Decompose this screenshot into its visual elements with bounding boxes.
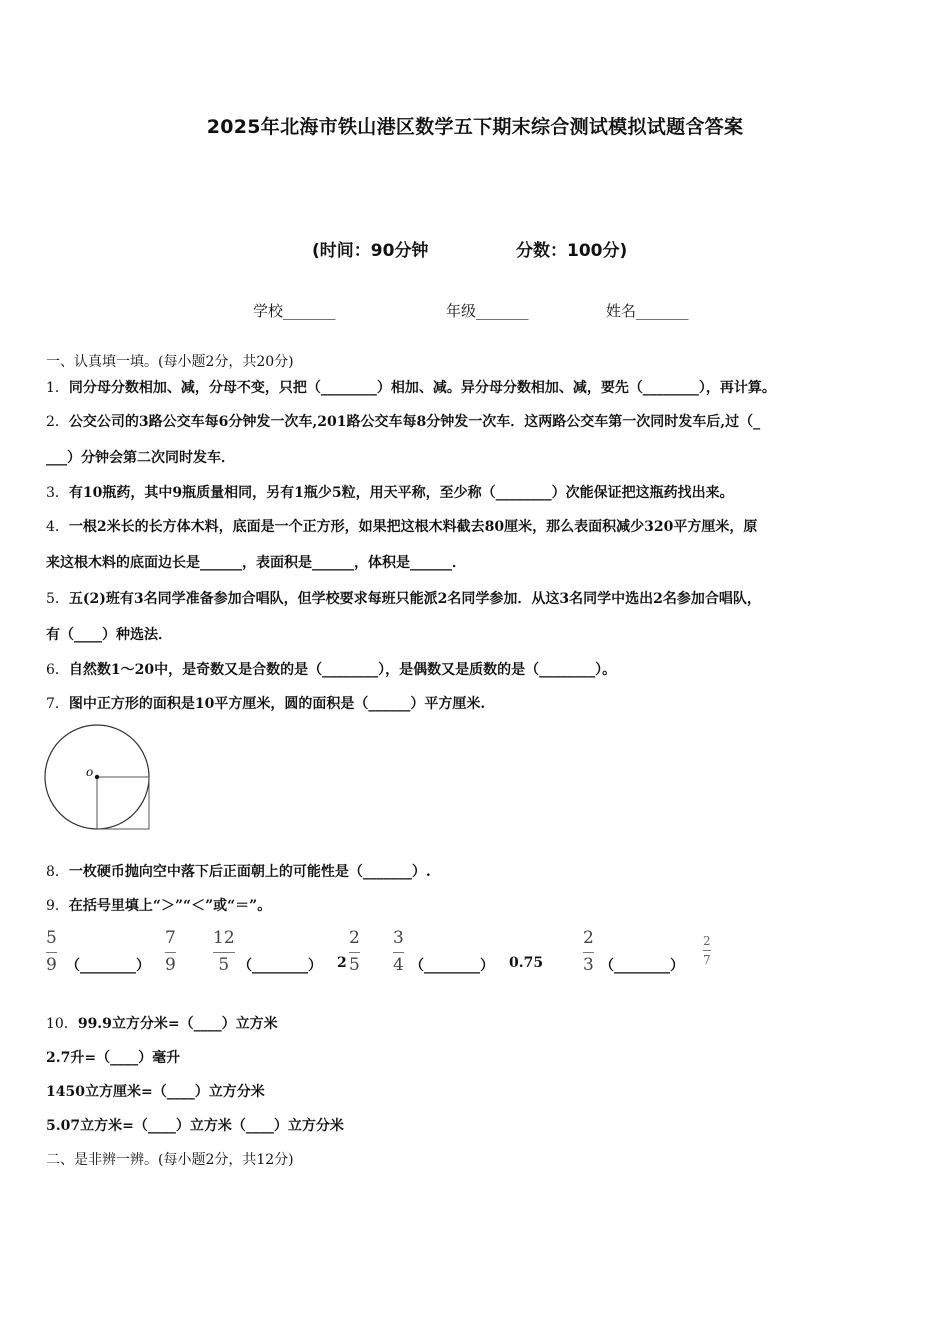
question-number: 1． xyxy=(46,380,69,396)
denominator: 4 xyxy=(393,955,404,975)
question-5 xyxy=(46,588,761,608)
question-text: 一根2米长的长方体木料，底面是一个正方形，如果把这根木料截去80厘米，那么表面积减少320平方厘米，原 xyxy=(68,519,758,535)
question-text: 自然数1～20中，是奇数又是合数的是（________），是偶数又是质数的是（________）。 xyxy=(68,662,617,678)
denominator: 5 xyxy=(349,955,360,975)
question-number: 2． xyxy=(46,414,69,430)
question-number: 9． xyxy=(46,898,69,914)
exam-time: (时间：90分钟 xyxy=(312,241,429,261)
denominator: 7 xyxy=(703,953,711,967)
question-2-continued: ___）分钟会第二次同时发车． xyxy=(46,450,235,466)
denominator: 3 xyxy=(583,955,594,975)
grade-field: 年级_______ xyxy=(446,302,529,320)
question-number: 7． xyxy=(46,696,69,712)
question-8 xyxy=(46,861,431,881)
question-number: 6． xyxy=(46,662,69,678)
question-text: 一枚硬币抛向空中落下后正面朝上的可能性是（_______）. xyxy=(68,864,431,880)
fraction-right-2 xyxy=(349,930,360,974)
section-1-heading: 一、认真填一填。(每小题2分，共20分) xyxy=(46,354,294,370)
question-4-continued: 来这根木料的底面边长是______，表面积是______，体积是______． xyxy=(46,555,466,571)
fraction-right-1 xyxy=(165,930,176,974)
numerator: 2 xyxy=(349,928,360,948)
question-10 xyxy=(46,1013,278,1033)
fraction-bar xyxy=(393,952,404,953)
fraction-bar xyxy=(349,952,360,953)
question-10-part-3: 1450立方厘米=（____）立方分米 xyxy=(46,1084,265,1100)
numerator: 2 xyxy=(703,934,711,948)
comparison-blank-3[interactable]: （________） xyxy=(410,958,494,974)
question-number: 4． xyxy=(46,519,69,535)
question-6 xyxy=(46,659,616,679)
question-4 xyxy=(46,516,757,536)
question-text: 在括号里填上“＞”“＜”或“＝”。 xyxy=(68,898,272,914)
question-10-part-2: 2.7升=（____）毫升 xyxy=(46,1050,181,1066)
question-7 xyxy=(46,693,485,713)
fraction-right-4 xyxy=(703,935,711,966)
name-field: 姓名_______ xyxy=(606,302,689,320)
fraction-bar xyxy=(583,952,594,953)
fraction-left-2 xyxy=(213,930,235,974)
section-2-heading: 二、是非辨一辨。(每小题2分，共12分) xyxy=(46,1152,294,1168)
center-label: o xyxy=(86,765,94,779)
question-text: 同分母分数相加、减，分母不变，只把（________）相加、减。异分母分数相加、减，要先（________），再计算。 xyxy=(68,380,776,396)
square-shape xyxy=(97,777,149,829)
numerator: 3 xyxy=(393,928,404,948)
question-9 xyxy=(46,895,271,915)
page-title: 2025年北海市铁山港区数学五下期末综合测试模拟试题含答案 xyxy=(206,116,744,138)
decimal-value: 0.75 xyxy=(509,955,544,971)
circle-square-figure xyxy=(40,720,156,834)
fraction-bar xyxy=(213,952,235,953)
whole-number: 2 xyxy=(337,955,347,971)
school-field: 学校_______ xyxy=(253,302,336,320)
denominator: 9 xyxy=(165,955,176,975)
fraction-left-1 xyxy=(46,930,57,974)
numerator: 12 xyxy=(213,928,235,948)
fraction-bar xyxy=(703,950,711,951)
question-text: 99.9立方分米=（____）立方米 xyxy=(77,1016,278,1032)
fraction-bar xyxy=(46,952,57,953)
fraction-bar xyxy=(165,952,176,953)
fraction-left-3 xyxy=(393,930,404,974)
comparison-blank-4[interactable]: （________） xyxy=(600,958,684,974)
denominator: 5 xyxy=(218,955,230,975)
comparison-blank-1[interactable]: （________） xyxy=(66,958,150,974)
question-text: 五(2)班有3名同学准备参加合唱队，但学校要求每班只能派2名同学参加．从这3名同学中选出2名参加合唱队， xyxy=(68,591,761,607)
center-dot xyxy=(95,775,99,779)
fraction-left-4 xyxy=(583,930,594,974)
question-1 xyxy=(46,377,776,397)
numerator: 7 xyxy=(165,928,176,948)
numerator: 2 xyxy=(583,928,594,948)
numerator: 5 xyxy=(46,928,57,948)
question-text: 图中正方形的面积是10平方厘米，圆的面积是（______）平方厘米. xyxy=(68,696,486,712)
question-text: 公交公司的3路公交车每6分钟发一次车,201路公交车每8分钟发一次车．这两路公交车第一次同时发车后,过（_ xyxy=(68,414,761,430)
question-3 xyxy=(46,482,734,502)
denominator: 9 xyxy=(46,955,57,975)
question-number: 5． xyxy=(46,591,69,607)
question-2 xyxy=(46,411,760,431)
question-number: 10． xyxy=(46,1016,78,1032)
question-text: 有10瓶药，其中9瓶质量相同，另有1瓶少5粒，用天平称，至少称（________）次能保证把这瓶药找出来。 xyxy=(68,485,734,501)
question-5-continued: 有（____）种选法． xyxy=(46,627,172,643)
question-number: 3． xyxy=(46,485,69,501)
question-number: 8． xyxy=(46,864,69,880)
question-10-part-4: 5.07立方米=（____）立方米（____）立方分米 xyxy=(46,1118,344,1134)
comparison-blank-2[interactable]: （________） xyxy=(238,958,322,974)
exam-score: 分数：100分) xyxy=(516,241,628,261)
